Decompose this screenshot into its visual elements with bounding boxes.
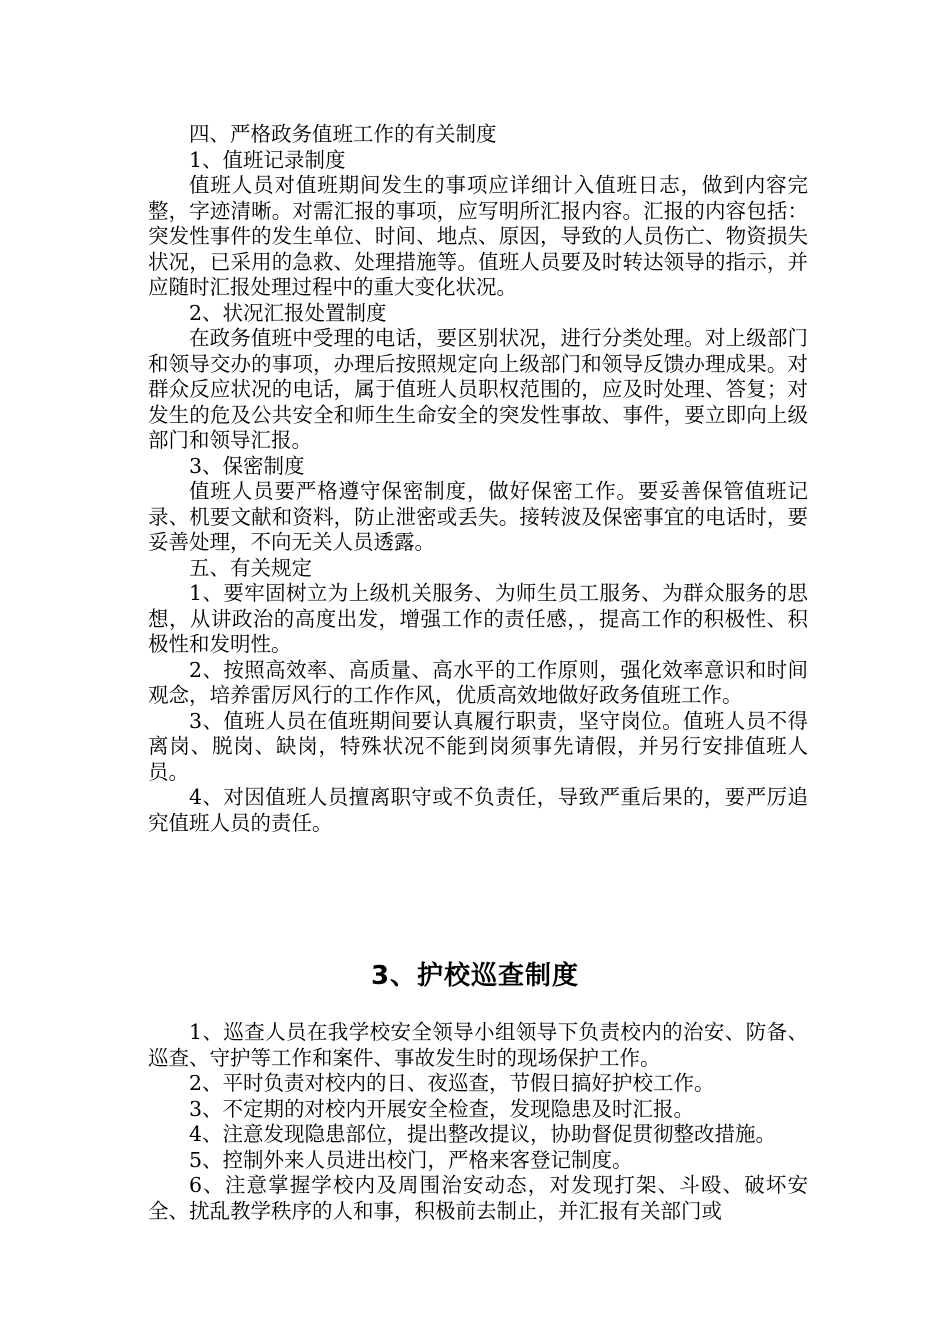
page-title: 3、护校巡查制度: [370, 961, 580, 991]
subsection-title-secrecy: 3、保密制度: [189, 453, 305, 478]
subsection-title-report: 2、状况汇报处置制度: [189, 300, 387, 325]
section-title-five: 五、有关规定: [189, 555, 312, 580]
patrol-item-2: 2、平时负责对校内的日、夜巡查，节假日搞好护校工作。: [189, 1071, 715, 1095]
paragraph-secrecy: 值班人员要严格遵守保密制度，做好保密工作。要妥善保管值班记录、机要文献和资料，防止泄密或丢失。接转波及保密事宜的电话时，要妥善处理，不向无关人员透露。: [148, 479, 808, 554]
subsection-title-record: 1、值班记录制度: [189, 147, 346, 172]
patrol-item-6: 6、注意掌握学校内及周围治安动态，对发现打架、斗殴、破坏安全、扰乱教学秩序的人和事，积极前去制止，并汇报有关部门或: [148, 1173, 808, 1223]
paragraph-record: 值班人员对值班期间发生的事项应详细计入值班日志，做到内容完整，字迹清晰。对需汇报的事项，应写明所汇报内容。汇报的内容包括：突发性事件的发生单位、时间、地点、原因，导致的人员伤亡、物资损失状况，已采用的急救、处理措施等。值班人员要及时转达领导的指示，并应随时汇报处理过程中的重大变化状况。: [148, 173, 808, 299]
patrol-item-1: 1、巡查人员在我学校安全领导小组领导下负责校内的治安、防备、巡查、守护等工作和案件、事故发生时的现场保护工作。: [148, 1020, 808, 1070]
patrol-regulations-section: [148, 1020, 808, 1224]
paragraph-report: 在政务值班中受理的电话，要区别状况，进行分类处理。对上级部门和领导交办的事项，办理后按照规定向上级部门和领导反馈办理成果。对群众反应状况的电话，属于值班人员职权范围的，应及时处理、答复；对发生的危及公共安全和师生生命安全的突发性事故、事件，要立即向上级部门和领导汇报。: [148, 326, 808, 452]
patrol-item-5: 5、控制外来人员进出校门，严格来客登记制度。: [189, 1147, 633, 1172]
rule-4: 4、对因值班人员擅离职守或不负责任，导致严重后果的，要严厉追究值班人员的责任。: [148, 785, 808, 835]
duty-regulations-section: [148, 122, 808, 836]
patrol-item-3: 3、不定期的对校内开展安全检查，发现隐患及时汇报。: [189, 1096, 695, 1121]
patrol-item-4: 4、注意发现隐患部位，提出整改提议，协助督促贯彻整改措施。: [189, 1122, 777, 1146]
rule-1: 1、要牢固树立为上级机关服务、为师生员工服务、为群众服务的思想，从讲政治的高度出发，增强工作的责任感，，提高工作的积极性、积极性和发明性。: [148, 581, 808, 656]
rule-2: 2、按照高效率、高质量、高水平的工作原则，强化效率意识和时间观念，培养雷厉风行的工作作风，优质高效地做好政务值班工作。: [148, 657, 808, 707]
section-title-four: 四、严格政务值班工作的有关制度: [189, 122, 497, 146]
rule-3: 3、值班人员在值班期间要认真履行职责，坚守岗位。值班人员不得离岗、脱岗、缺岗，特殊状况不能到岗须事先请假，并另行安排值班人员。: [148, 708, 808, 784]
